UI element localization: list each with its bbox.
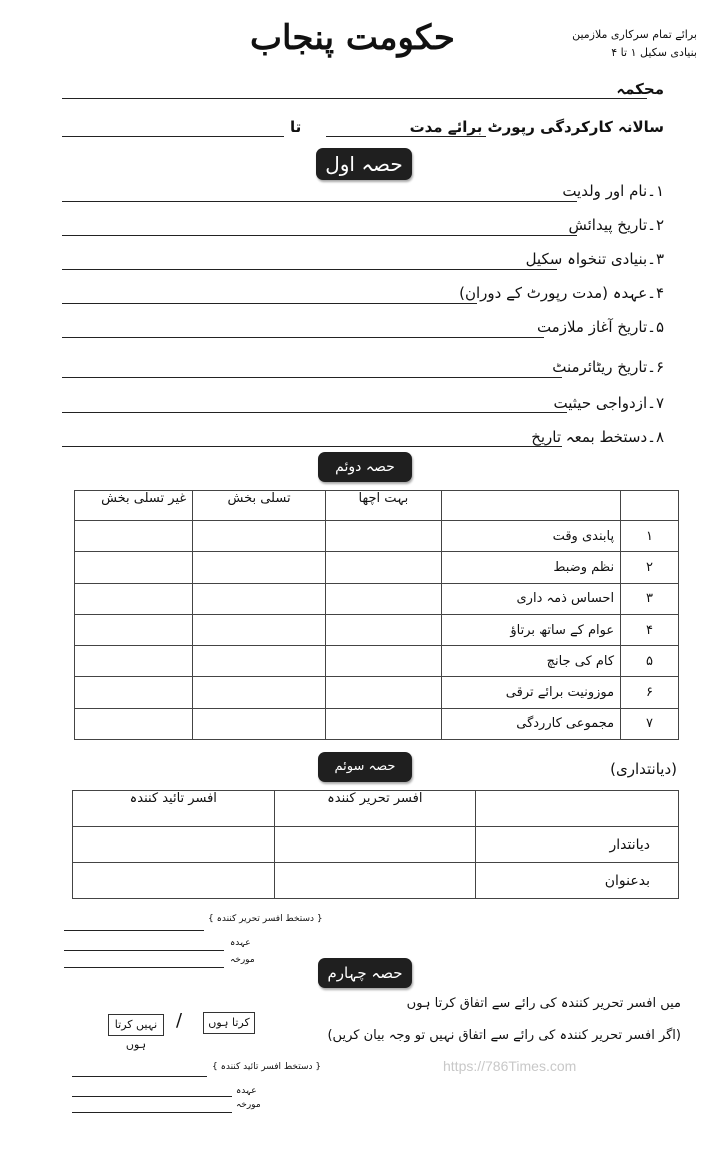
rating-cell[interactable]: [325, 521, 441, 552]
name-parentage-field[interactable]: [62, 201, 577, 202]
service-start-field[interactable]: [62, 337, 544, 338]
period-to-field[interactable]: [62, 136, 284, 137]
rating-cell[interactable]: [325, 552, 441, 583]
row-number: ۱: [621, 521, 679, 552]
signature-date-field[interactable]: [62, 446, 562, 447]
table-row: [75, 677, 679, 708]
rating-cell[interactable]: [75, 521, 193, 552]
rating-cell[interactable]: [193, 646, 326, 677]
rating-cell[interactable]: [75, 583, 193, 614]
part2-heading: حصہ دوئم: [318, 452, 412, 482]
signature2-line[interactable]: [72, 1076, 207, 1077]
performance-table: [74, 490, 679, 740]
signature1-designation-line[interactable]: [64, 950, 224, 951]
retirement-date-field[interactable]: [62, 377, 562, 378]
header-cell-rating-3: غیر تسلی بخش: [75, 491, 193, 521]
part1-field-label-4: ۴۔عہدہ (مدت رپورٹ کے دوران): [459, 284, 664, 302]
table-row: [75, 521, 679, 552]
part1-field-label-5: ۵۔تاریخ آغاز ملازمت: [536, 318, 664, 336]
table-row: [73, 863, 679, 899]
rating-cell[interactable]: [75, 646, 193, 677]
header-cell-blank: [476, 791, 679, 827]
table-row: [73, 827, 679, 863]
header-cell-rating-1: بہت اچھا: [325, 491, 441, 521]
rating-cell[interactable]: [325, 677, 441, 708]
integrity-row-label: بدعنوان: [476, 863, 679, 899]
rating-cell[interactable]: [75, 614, 193, 645]
criteria-label: عوام کے ساتھ برتاؤ: [441, 614, 620, 645]
report-period-label: سالانہ کارکردگی رپورٹ برائے مدت: [409, 118, 664, 136]
integrity-table: [72, 790, 679, 899]
part1-heading: حصہ اول: [316, 148, 412, 180]
table-row: [75, 708, 679, 739]
signature2-date-label: مورخہ: [236, 1100, 261, 1110]
disagree-box[interactable]: نہیں کرتا ہوں: [108, 1014, 164, 1036]
designation-field[interactable]: [62, 303, 477, 304]
signature1-date-label: مورخہ: [230, 955, 255, 965]
page-title: حکومت پنجاب: [250, 18, 455, 58]
part1-field-label-1: ۱۔نام اور ولدیت: [562, 182, 664, 200]
part3-heading: حصہ سوئم: [318, 752, 412, 782]
header-note-line2: بنیادی سکیل ۱ تا ۴: [611, 46, 697, 59]
part1-field-label-6: ۶۔تاریخ ریٹائرمنٹ: [552, 358, 664, 376]
header-cell-rating-2: تسلی بخش: [193, 491, 326, 521]
table-row: [75, 614, 679, 645]
rating-cell[interactable]: [325, 583, 441, 614]
reporting-officer-signature-label: { دستخط افسر تحریر کنندہ }: [208, 914, 323, 924]
rating-cell[interactable]: [75, 677, 193, 708]
integrity-subtitle: (دیانتداری): [610, 760, 677, 778]
rating-cell[interactable]: [193, 552, 326, 583]
watermark: https://786Times.com: [443, 1058, 577, 1074]
row-number: ۲: [621, 552, 679, 583]
rating-cell[interactable]: [325, 646, 441, 677]
header-cell-number: [621, 491, 679, 521]
integrity-cell[interactable]: [73, 827, 275, 863]
part4-heading: حصہ چہارم: [318, 958, 412, 988]
rating-cell[interactable]: [193, 614, 326, 645]
rating-cell[interactable]: [193, 708, 326, 739]
part1-field-label-8: ۸۔دستخط بمعہ تاریخ: [531, 428, 664, 446]
header-cell-criteria: [441, 491, 620, 521]
rating-cell[interactable]: [193, 583, 326, 614]
department-label: محکمہ: [616, 80, 664, 98]
rating-cell[interactable]: [193, 677, 326, 708]
part1-field-label-7: ۷۔ازدواجی حیثیت: [553, 394, 664, 412]
header-cell-countersigning-officer: افسر تائید کنندہ: [73, 791, 275, 827]
row-number: ۶: [621, 677, 679, 708]
header-note-line1: برائے تمام سرکاری ملازمین: [572, 28, 697, 41]
criteria-label: پابندی وقت: [441, 521, 620, 552]
row-number: ۷: [621, 708, 679, 739]
part4-statement-1: میں افسر تحریر کنندہ کی رائے سے اتفاق کرتا ہوں: [406, 996, 681, 1011]
signature2-designation-label: عہدہ: [236, 1086, 257, 1096]
signature2-date-line[interactable]: [72, 1112, 232, 1113]
criteria-label: احساس ذمہ داری: [441, 583, 620, 614]
marital-status-field[interactable]: [62, 412, 567, 413]
basic-pay-scale-field[interactable]: [62, 269, 557, 270]
criteria-label: کام کی جانچ: [441, 646, 620, 677]
integrity-row-label: دیانتدار: [476, 827, 679, 863]
agree-box[interactable]: کرتا ہوں: [203, 1012, 255, 1034]
option-separator: /: [176, 1010, 183, 1031]
table-row: [75, 552, 679, 583]
countersigning-officer-signature-label: { دستخط افسر تائید کنندہ }: [212, 1062, 322, 1072]
integrity-cell[interactable]: [73, 863, 275, 899]
criteria-label: موزونیت برائے ترقی: [441, 677, 620, 708]
part4-statement-2: (اگر افسر تحریر کنندہ کی رائے سے اتفاق نہیں تو وجہ بیان کریں): [327, 1028, 681, 1043]
rating-cell[interactable]: [325, 614, 441, 645]
signature1-designation-label: عہدہ: [230, 938, 251, 948]
signature1-date-line[interactable]: [64, 967, 224, 968]
row-number: ۴: [621, 614, 679, 645]
period-from-field[interactable]: [326, 136, 486, 137]
row-number: ۳: [621, 583, 679, 614]
criteria-label: مجموعی کارردگی: [441, 708, 620, 739]
row-number: ۵: [621, 646, 679, 677]
rating-cell[interactable]: [75, 552, 193, 583]
integrity-cell[interactable]: [274, 863, 476, 899]
table-row: [75, 646, 679, 677]
integrity-cell[interactable]: [274, 827, 476, 863]
table-row: [75, 583, 679, 614]
date-of-birth-field[interactable]: [62, 235, 577, 236]
signature1-line[interactable]: [64, 930, 204, 931]
criteria-label: نظم وضبط: [441, 552, 620, 583]
header-cell-reporting-officer: افسر تحریر کنندہ: [274, 791, 476, 827]
department-field[interactable]: [62, 98, 647, 99]
part1-field-label-3: ۳۔بنیادی تنخواہ سکیل: [525, 250, 664, 268]
part1-field-label-2: ۲۔تاریخ پیدائش: [568, 216, 664, 234]
rating-cell[interactable]: [193, 521, 326, 552]
signature2-designation-line[interactable]: [72, 1096, 232, 1097]
rating-cell[interactable]: [325, 708, 441, 739]
rating-cell[interactable]: [75, 708, 193, 739]
period-to-label: تا: [290, 118, 302, 136]
